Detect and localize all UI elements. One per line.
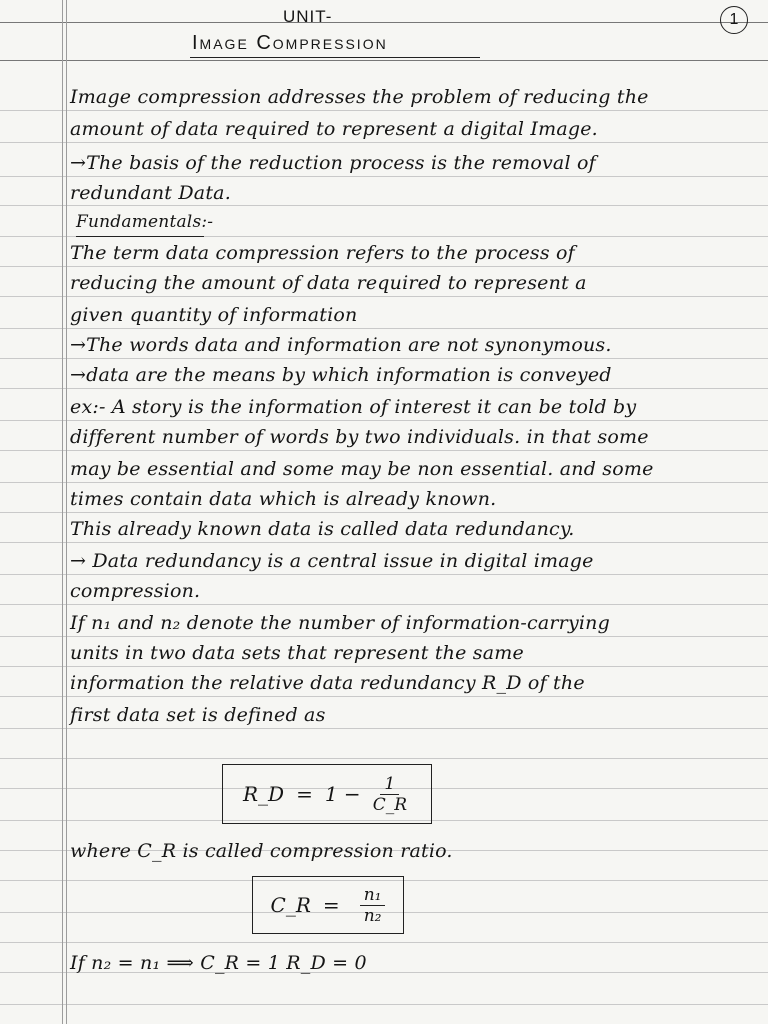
title-underline — [190, 57, 480, 58]
compression-ratio-box — [252, 876, 404, 934]
rule-line — [0, 604, 768, 605]
body-line: reducing the amount of data required to represent a — [70, 272, 587, 294]
body-line: first data set is defined as — [70, 704, 326, 726]
formula-cr-lhs: C_R — [270, 893, 311, 917]
body-line: compression. — [70, 580, 201, 602]
rule-line — [0, 142, 768, 143]
rule-line — [0, 942, 768, 943]
rule-line — [0, 205, 768, 206]
rule-line — [0, 482, 768, 483]
intro-line: redundant Data. — [70, 182, 231, 204]
formula-cr-equals: = — [322, 893, 340, 917]
section-heading: Fundamentals:- — [76, 212, 214, 232]
rule-line — [0, 420, 768, 421]
rule-line — [0, 1004, 768, 1005]
body-line: different number of words by two individuals. in that some — [70, 426, 649, 448]
page-title: Image Compression — [192, 32, 388, 54]
formula-rd-numerator: 1 — [380, 774, 399, 795]
rule-line — [0, 758, 768, 759]
rule-line — [0, 60, 768, 61]
page-number — [720, 6, 748, 34]
rule-line — [0, 296, 768, 297]
rule-line — [0, 110, 768, 111]
unit-label: UNIT- — [283, 7, 333, 26]
margin-line — [66, 0, 67, 1024]
formula-rd-equals: = — [296, 782, 313, 806]
intro-line: →The basis of the reduction process is the removal of — [70, 152, 596, 174]
rule-line — [0, 512, 768, 513]
formula-cr-fraction — [360, 885, 386, 926]
body-line: may be essential and some may be non essential. and some — [70, 458, 654, 480]
rule-line — [0, 542, 768, 543]
formula-rd-denominator: C_R — [372, 794, 407, 815]
body-line: The term data compression refers to the process of — [70, 242, 575, 264]
body-line: times contain data which is already known. — [70, 488, 497, 510]
body-line: This already known data is called data redundancy. — [70, 518, 575, 540]
intro-line: amount of data required to represent a digital Image. — [70, 118, 598, 140]
rule-line — [0, 696, 768, 697]
where-line: where C_R is called compression ratio. — [70, 840, 453, 862]
formula-rd-fraction — [369, 774, 411, 815]
body-line: →data are the means by which information is conveyed — [70, 364, 612, 386]
rule-line — [0, 176, 768, 177]
page-number-label: 1 — [729, 11, 739, 28]
formula-cr-numerator: n₁ — [360, 885, 386, 906]
body-line: given quantity of information — [70, 304, 358, 326]
rule-line — [0, 388, 768, 389]
margin-line — [62, 0, 63, 1024]
formula-rd-one: 1 − — [324, 782, 361, 806]
body-line: units in two data sets that represent the same — [70, 642, 524, 664]
body-line: ex:- A story is the information of interest it can be told by — [70, 396, 637, 418]
intro-line: Image compression addresses the problem of reducing the — [70, 86, 649, 108]
body-line: → Data redundancy is a central issue in digital image — [70, 550, 594, 572]
redundancy-formula-box — [222, 764, 432, 824]
formula-rd-lhs: R_D — [242, 782, 285, 806]
rule-line — [0, 666, 768, 667]
heading-underline — [76, 236, 204, 237]
body-line: information the relative data redundancy R_D of the — [70, 672, 585, 694]
rule-line — [0, 574, 768, 575]
rule-line — [0, 636, 768, 637]
rule-line — [0, 358, 768, 359]
formula-cr-denominator: n₂ — [363, 905, 382, 926]
rule-line — [0, 22, 768, 23]
body-line: →The words data and information are not synonymous. — [70, 334, 612, 356]
rule-line — [0, 266, 768, 267]
rule-line — [0, 328, 768, 329]
body-line: If n₁ and n₂ denote the number of information-carrying — [70, 612, 610, 634]
rule-line — [0, 450, 768, 451]
rule-line — [0, 728, 768, 729]
condition-line: If n₂ = n₁ ⟹ C_R = 1 R_D = 0 — [70, 952, 367, 974]
